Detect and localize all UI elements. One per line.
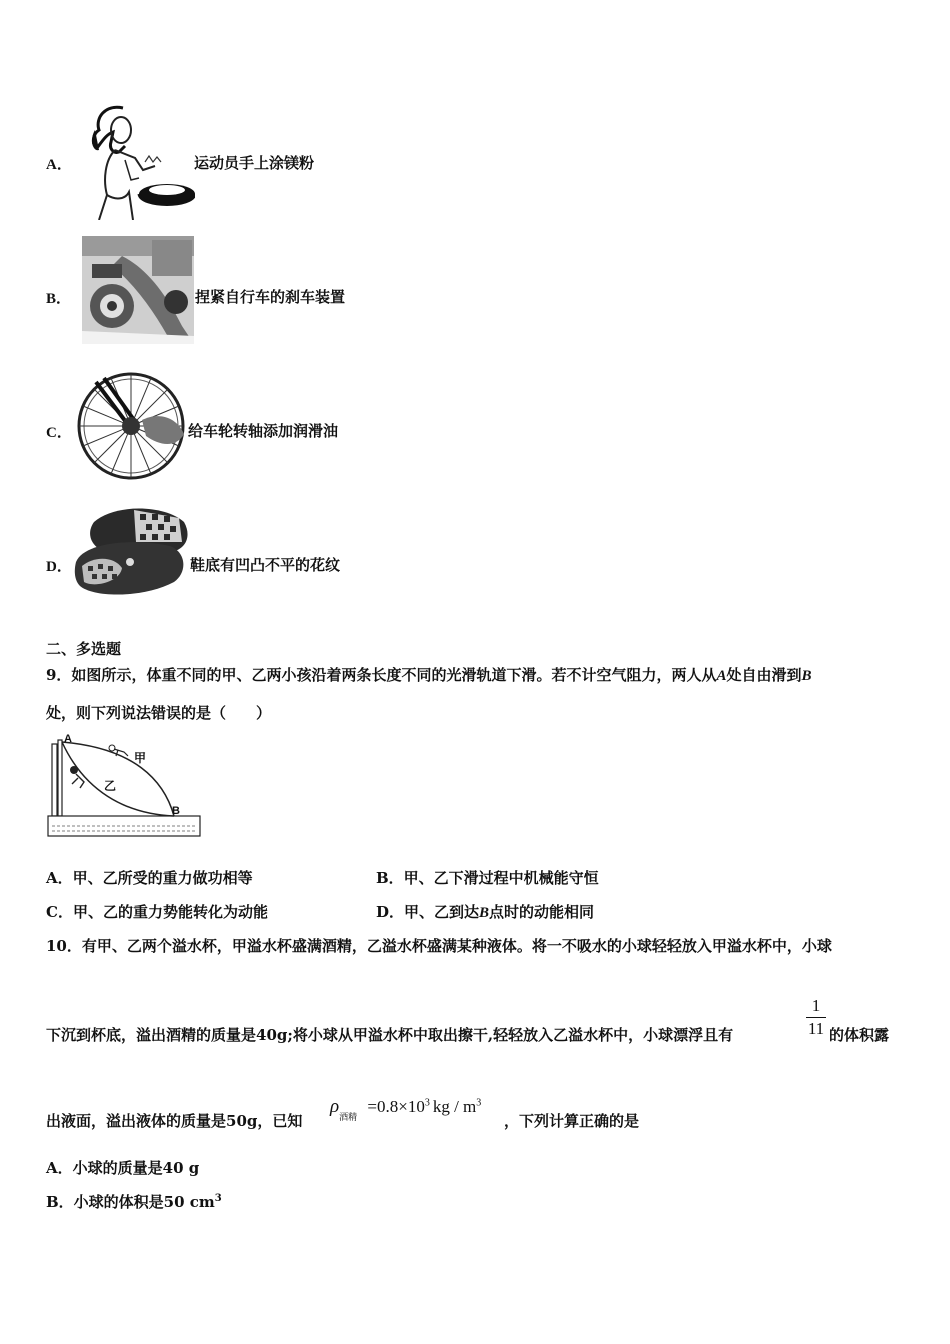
section-title: 二、多选题 (46, 640, 122, 658)
fraction-numerator: 1 (811, 996, 821, 1015)
stem-text: 处自由滑到 (726, 666, 802, 684)
option-letter: B． (46, 291, 72, 307)
option-letter: D． (46, 559, 72, 575)
question-stem-line: 处，则下列说法错误的是（ ） (46, 704, 272, 722)
option-a[interactable]: A．小球的质量是40 g (46, 1159, 200, 1177)
stem-text: 9．如图所示，体重不同的甲、乙两小孩沿着两条长度不同的光滑轨道下滑。若不计空气阻力，两人从 (46, 666, 717, 684)
question-stem-line (46, 1024, 733, 1045)
option-a[interactable]: A．甲、乙所受的重力做功相等 (46, 869, 253, 887)
option-text: 运动员手上涂镁粉 (194, 154, 315, 172)
option-letter: C． (46, 425, 72, 441)
option-b[interactable] (46, 1191, 222, 1212)
option-b[interactable]: B．甲、乙下滑过程中机械能守恒 (376, 869, 599, 887)
question-stem-line: 出液面，溢出液体的质量是50g，已知 (46, 1112, 303, 1130)
wheel-hub-figure (76, 372, 186, 480)
fraction-denominator: 11 (807, 1019, 825, 1038)
var-a: A (716, 668, 727, 684)
yi-label: 乙 (104, 779, 117, 793)
stem-text: ，下列计算正确的是 (504, 1112, 640, 1130)
option-c[interactable]: C．甲、乙的重力势能转化为动能 (46, 903, 268, 921)
bicycle-brake-figure (82, 236, 194, 344)
option-text: B．小球的体积是50 cm (46, 1193, 215, 1211)
density-formula (330, 1096, 482, 1122)
slide-tracks-figure (44, 730, 206, 842)
formula-unit: kg / m (432, 1097, 477, 1116)
unit-exponent: 3 (214, 1193, 222, 1204)
gymnast-chalk-figure (85, 100, 195, 220)
option-text: 鞋底有凹凸不平的花纹 (190, 556, 341, 574)
option-text: 给车轮转轴添加润滑油 (188, 422, 339, 440)
stem-text: 下沉到杯底，溢出酒精的质量是40g;将小球从甲溢水杯中取出擦干,轻轻放入乙溢水杯中，小球漂浮且有 (46, 1026, 734, 1044)
var-b: B (801, 668, 812, 684)
fraction-bar (806, 1017, 826, 1018)
question-stem-line: 10．有甲、乙两个溢水杯，甲溢水杯盛满酒精，乙溢水杯盛满某种液体。将一不吸水的小球轻轻放入甲溢水杯中，小球 (46, 937, 832, 955)
stem-text: 的体积露 (829, 1026, 890, 1044)
unit-exponent: 3 (476, 1097, 482, 1109)
jia-label: 甲 (134, 751, 147, 765)
shoe-sole-figure (74, 502, 190, 602)
fraction (806, 996, 826, 1039)
point-b-label: B (172, 805, 180, 817)
option-text: 点时的动能相同 (489, 903, 595, 921)
rho-subscript: 酒精 (339, 1112, 358, 1122)
option-letter: A． (46, 157, 72, 173)
point-a-label: A (64, 733, 72, 745)
option-text: D．甲、乙到达 (376, 903, 480, 921)
formula-value: =0.8×10 (367, 1097, 425, 1116)
question-stem-line (46, 664, 812, 685)
formula-exponent: 3 (424, 1097, 430, 1109)
rho-symbol: ρ (330, 1096, 340, 1117)
option-d[interactable] (376, 901, 594, 922)
var-b: B (479, 905, 490, 921)
option-text: 捏紧自行车的刹车装置 (195, 288, 346, 306)
